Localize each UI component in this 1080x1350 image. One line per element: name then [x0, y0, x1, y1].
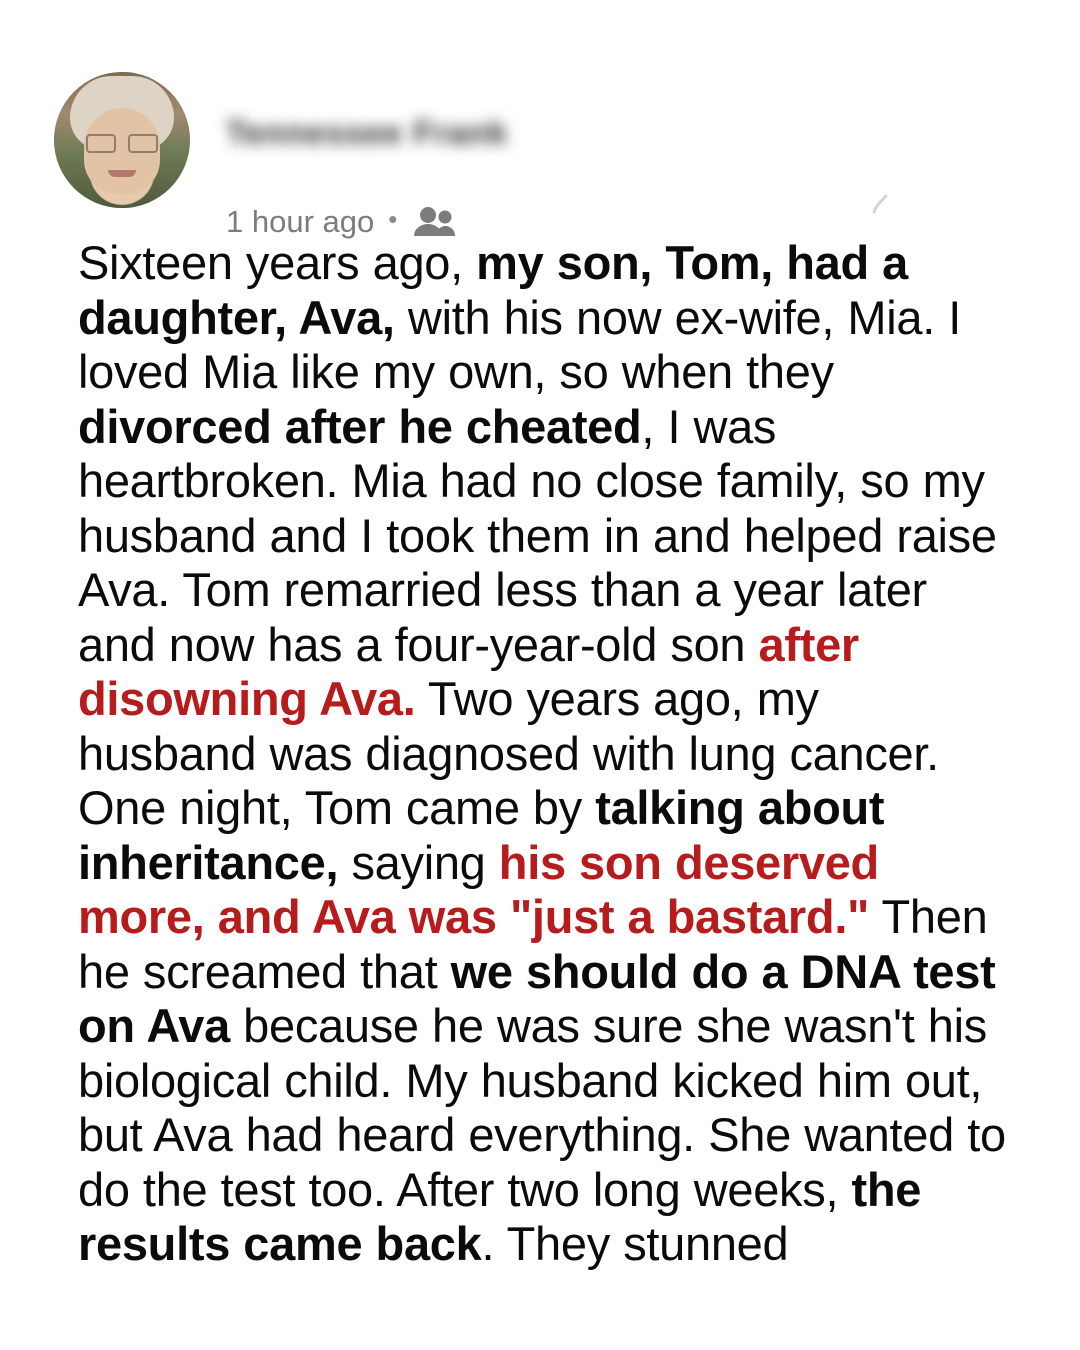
post-text-span: with his now ex-wife, Mia. I loved Mia like my own, so when they — [78, 290, 961, 399]
post-text-bold: my son, Tom, had a daughter, Ava, — [78, 236, 909, 344]
post-text-highlight: his son deserved more, and Ava was "just a bastard." — [78, 835, 879, 944]
author-name[interactable] — [226, 114, 509, 152]
avatar[interactable] — [54, 72, 190, 208]
post-text-bold: divorced after he cheated — [78, 399, 642, 453]
post-text-span: , I was heartbroken. Mia had no close family, so my husband and I took them in and helped raise Ava. Tom remarried less than a year later and now has a four-year-old son — [78, 399, 997, 671]
reaction-corner-icon — [864, 192, 894, 232]
post-text-span: Then he screamed that — [78, 890, 988, 998]
post-text-span: Two years ago, my husband was diagnosed with lung cancer. One night, Tom came by — [78, 672, 939, 835]
post-text-span: because he was sure she wasn't his biological child. My husband kicked him out, but Ava had heard everything. She wanted to do the test too. After two long weeks, — [78, 999, 1006, 1216]
post-text-span: saying — [338, 835, 499, 889]
post-text-span: Sixteen years ago, — [78, 236, 477, 289]
post-text-bold: the results came back — [78, 1162, 922, 1271]
post-text — [78, 236, 1008, 1272]
avatar-glasses — [84, 134, 160, 150]
post-text-span: . They stunned — [481, 1217, 789, 1271]
post-meta — [226, 204, 457, 240]
friends-icon[interactable] — [411, 205, 457, 239]
post-header — [54, 72, 1034, 242]
post-text-bold: talking about inheritance, — [78, 781, 885, 889]
post-text-bold: we should do a DNA test on Ava — [78, 944, 996, 1053]
post-text-highlight: after disowning Ava. — [78, 617, 859, 726]
meta-separator: • — [388, 204, 398, 234]
avatar-mouth — [108, 170, 136, 177]
author-name-text: Tennessee Frank — [226, 114, 509, 151]
post-timestamp[interactable]: 1 hour ago — [226, 204, 375, 239]
